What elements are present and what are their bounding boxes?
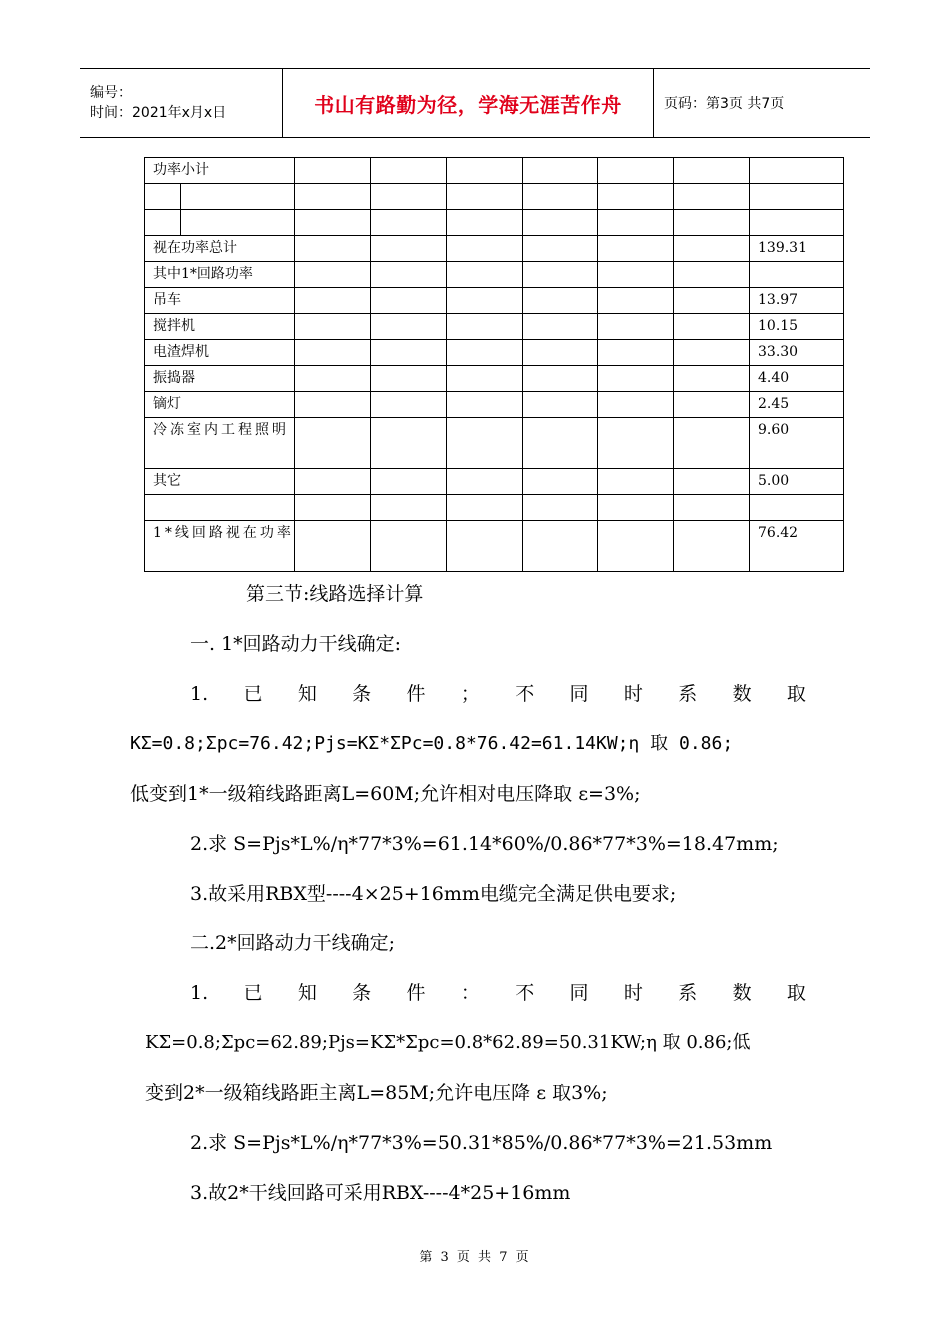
spread-char: 已	[243, 982, 263, 1004]
page-footer: 第 3 页 共 7 页	[419, 1250, 531, 1265]
header-motto: 书山有路勤为径，学海无涯苦作舟	[314, 92, 622, 117]
table-cell-label: 搅拌机	[145, 314, 295, 340]
table-row	[145, 184, 844, 210]
table-cell-value: 10.15	[750, 314, 844, 340]
spread-char: 时	[623, 982, 643, 1004]
part2-heading: 二.2*回路动力干线确定;	[190, 932, 396, 954]
table-cell-label: 电渣焊机	[145, 340, 295, 366]
part1-item1-line3: 低变到1*一级箱线路距离L=60M;允许相对电压降取 ε=3%;	[130, 783, 641, 805]
spread-char: 1.	[190, 982, 209, 1004]
spread-char: 知	[297, 982, 317, 1004]
spread-char: 同	[569, 683, 589, 705]
section-title: 第三节:线路选择计算	[246, 583, 424, 605]
spread-char: 取	[786, 982, 806, 1004]
table-cell-label: 其它	[145, 469, 295, 495]
table-row	[145, 236, 844, 262]
spread-char: 数	[732, 982, 752, 1004]
power-table	[144, 157, 844, 572]
spread-char: 条	[352, 683, 372, 705]
spread-char: 不	[515, 982, 535, 1004]
spread-char: 不	[515, 683, 535, 705]
header-info	[80, 69, 282, 137]
table-cell-label: 1*线回路视在功率	[145, 521, 295, 572]
table-row	[145, 392, 844, 418]
part1-item1-line1	[190, 682, 806, 706]
table-row	[145, 158, 844, 184]
spread-char: 系	[678, 982, 698, 1004]
part2-item3: 3.故2*干线回路可采用RBX----4*25+16mm	[190, 1182, 571, 1204]
spread-char: ；	[460, 683, 480, 705]
spread-char: ：	[460, 982, 480, 1004]
table-row	[145, 495, 844, 521]
header-page-cell	[654, 69, 870, 137]
table-cell-label: 功率小计	[145, 158, 295, 184]
table-cell-value: 76.42	[750, 521, 844, 572]
document-date: 时间：2021年x月x日	[90, 105, 227, 121]
part2-item1-line2: KΣ=0.8;Σpc=62.89;Pjs=KΣ*Σpc=0.8*62.89=50.31KW;η 取 0.86;低	[145, 1032, 751, 1053]
part1-item1-line2: KΣ=0.8;Σpc=76.42;Pjs=KΣ*ΣPc=0.8*76.42=61.14KW;η 取 0.86;	[130, 733, 734, 754]
spread-char: 1.	[190, 683, 209, 705]
spread-char: 条	[352, 982, 372, 1004]
part2-item2: 2.求 S=Pjs*L%/η*77*3%=50.31*85%/0.86*77*3%=21.53mm	[190, 1132, 773, 1154]
document-number: 编号：	[90, 85, 132, 101]
table-cell-value: 13.97	[750, 288, 844, 314]
table-row	[145, 340, 844, 366]
table-cell-value: 5.00	[750, 469, 844, 495]
spread-char: 同	[569, 982, 589, 1004]
table-cell-value	[750, 262, 844, 288]
table-cell-label: 吊车	[145, 288, 295, 314]
table-cell-label: 振捣器	[145, 366, 295, 392]
spread-char: 取	[786, 683, 806, 705]
table-row	[145, 366, 844, 392]
table-row	[145, 288, 844, 314]
part1-heading: 一. 1*回路动力干线确定:	[190, 633, 402, 655]
part2-item1-line3: 变到2*一级箱线路距主离L=85M;允许电压降 ε 取3%;	[145, 1082, 608, 1104]
table-row	[145, 314, 844, 340]
table-cell-label	[145, 495, 295, 521]
table-row	[145, 210, 844, 236]
table-cell-value: 33.30	[750, 340, 844, 366]
table-cell-label: 其中1*回路功率	[145, 262, 295, 288]
table-cell-value: 4.40	[750, 366, 844, 392]
table-cell-value: 2.45	[750, 392, 844, 418]
part1-item3: 3.故采用RBX型----4×25+16mm电缆完全满足供电要求;	[190, 883, 677, 905]
table-row	[145, 418, 844, 469]
spread-char: 知	[297, 683, 317, 705]
table-cell-label: 视在功率总计	[145, 236, 295, 262]
header-motto-cell	[282, 69, 654, 137]
table-cell-value	[750, 158, 844, 184]
part2-item1-line1	[190, 981, 806, 1005]
part1-item2: 2.求 S=Pjs*L%/η*77*3%=61.14*60%/0.86*77*3%=18.47mm;	[190, 833, 779, 855]
table-cell-value	[750, 495, 844, 521]
table-cell-label: 镝灯	[145, 392, 295, 418]
table-cell-value: 139.31	[750, 236, 844, 262]
spread-char: 数	[732, 683, 752, 705]
spread-char: 时	[623, 683, 643, 705]
page-header	[80, 68, 870, 138]
table-row	[145, 521, 844, 572]
table-cell-label: 冷冻室内工程照明	[145, 418, 295, 469]
table-cell-value: 9.60	[750, 418, 844, 469]
table-row	[145, 469, 844, 495]
header-page-number: 页码：第3页 共7页	[664, 96, 785, 112]
table-row	[145, 262, 844, 288]
spread-char: 已	[243, 683, 263, 705]
spread-char: 系	[678, 683, 698, 705]
spread-char: 件	[406, 683, 426, 705]
spread-char: 件	[406, 982, 426, 1004]
